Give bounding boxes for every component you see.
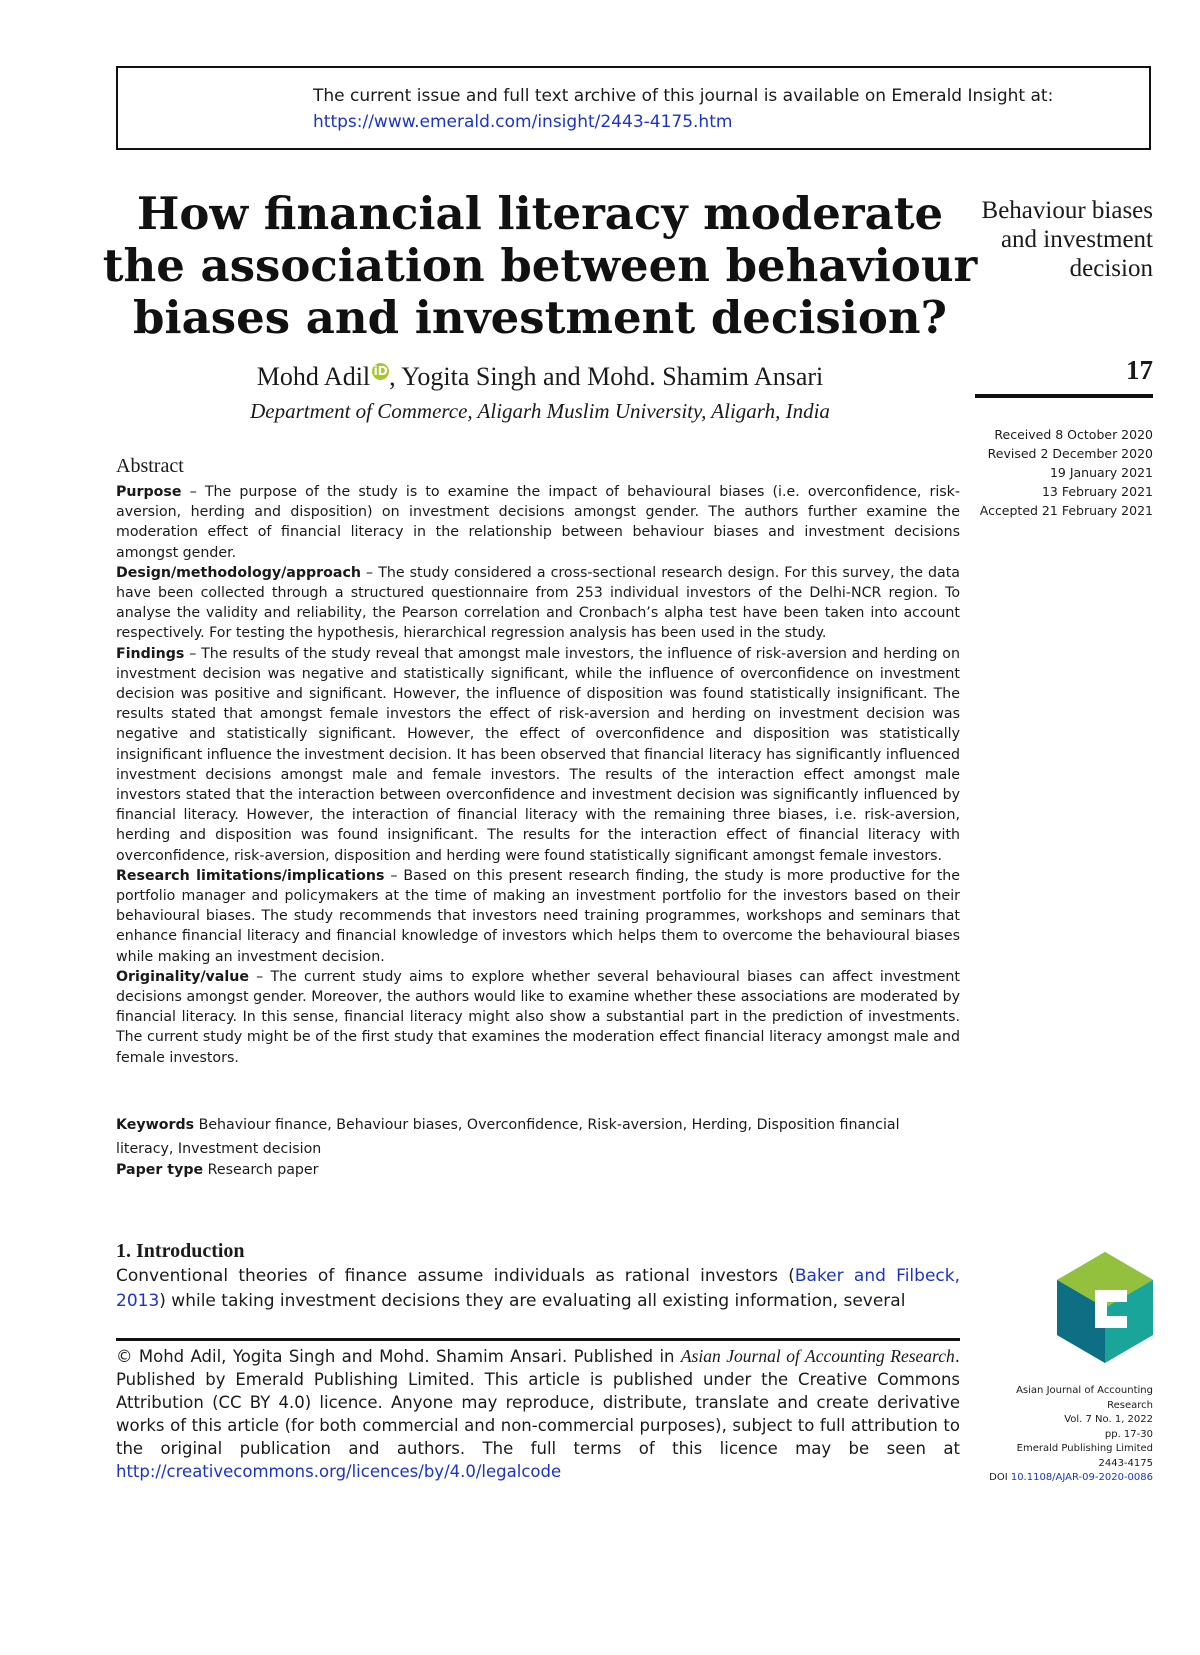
doi-link[interactable]: 10.1108/AJAR-09-2020-0086 [1010, 1472, 1153, 1483]
intro-text-part: Conventional theories of finance assume individuals as rational investors ( [116, 1266, 795, 1286]
dash: – [384, 867, 404, 884]
journal-info [953, 1384, 1153, 1486]
history-line: Received 8 October 2020 [994, 427, 1153, 442]
introduction-text [116, 1264, 960, 1314]
paper-type-label: Paper type [116, 1162, 204, 1178]
abstract-limitations [116, 866, 960, 967]
journal-line: Emerald Publishing Limited [1016, 1443, 1153, 1454]
abstract-heading: Abstract [116, 455, 184, 477]
abstract-originality [116, 967, 960, 1068]
page-number-rule [975, 394, 1153, 398]
dash: – [181, 484, 205, 500]
article-history [933, 425, 1153, 520]
section-text: The current study aims to explore whether several behavioural biases can affect investment decisions amongst gender. Moreover, the authors would like to examine whether these associations are moderated by financial literacy. In this sense, financial literacy might also show a substantial part in the prediction of investments. The current study might be of the first study that examines the moderation effect financial literacy amongst male and female investors. [116, 968, 960, 1066]
footnote-rule [116, 1338, 960, 1341]
history-line: Revised 2 December 2020 [987, 446, 1153, 461]
running-head: Behaviour biases and investment decision [981, 197, 1153, 282]
dash: – [361, 564, 379, 581]
section-text: Based on this present research finding, the study is more productive for the portfolio manager and policymakers at the time of making an investment portfolio for the investors based on their behavioural biases. The study recommends that investors need training programmes, workshops and seminars that enhance financial literacy and financial knowledge of investors which helps them to overcome the behavioural biases while making an investment decision. [116, 867, 960, 965]
section-label: Research limitations/implications [116, 867, 385, 884]
journal-line: Asian Journal of Accounting [1016, 1385, 1153, 1396]
page-number: 17 [1126, 355, 1153, 385]
article-title: How financial literacy moderate the association between behaviour biases and investment decision? [102, 187, 978, 344]
author-line [100, 362, 980, 392]
abstract-purpose [116, 482, 960, 563]
section-label: Originality/value [116, 968, 249, 985]
section-label: Purpose [116, 484, 182, 500]
abstract-findings [116, 644, 960, 866]
section-text: The results of the study reveal that amongst male investors, the influence of risk-aversion and herding on investment decision was negative and statistically significant, while the influence of overconfidence on investment decision was positive and significant. However, the influence of disposition was found statistically insignificant. The results stated that amongst female investors the effect of risk-aversion and herding on investment decision was negative and statistically significant. However, the effect of overconfidence and disposition was statistically insignificant influence the investment decision. It has been observed that financial literacy has significantly influenced investment decisions amongst male and female investors. The results of the interaction effect amongst male investors stated that the interaction between overconfidence and investment decision was significantly influenced by financial literacy. However, the interaction of financial literacy with the remaining three biases, i.e. risk-aversion, herding and disposition was found insignificant. The results for the interaction effect of financial literacy with overconfidence, risk-aversion, disposition and herding were found statistically significant amongst female investors. [116, 645, 960, 864]
journal-line: Research [1107, 1399, 1153, 1411]
dash: – [248, 968, 271, 985]
footnote-text: © Mohd Adil, Yogita Singh and Mohd. Shamim Ansari. Published in [116, 1347, 681, 1366]
journal-name: Asian Journal of Accounting Research [680, 1346, 955, 1366]
journal-line: 2443-4175 [1098, 1457, 1153, 1469]
journal-url-link[interactable]: https://www.emerald.com/insight/2443-4175.htm [313, 112, 733, 132]
author-name: Mohd Adil [256, 362, 371, 391]
keywords [116, 1113, 960, 1161]
section-label: Findings [116, 645, 185, 662]
history-line: Accepted 21 February 2021 [979, 503, 1153, 518]
history-line: 19 January 2021 [1049, 465, 1153, 480]
introduction-heading: 1. Introduction [116, 1240, 245, 1262]
access-note: The current issue and full text archive of this journal is available on Emerald Insight at: [313, 86, 1054, 106]
history-line: 13 February 2021 [1041, 484, 1153, 499]
journal-line: Vol. 7 No. 1, 2022 [1064, 1414, 1153, 1425]
licence-link[interactable]: http://creativecommons.org/licences/by/4.0/legalcode [116, 1462, 562, 1481]
section-label: Design/methodology/approach [116, 564, 361, 581]
citation-link[interactable]: Baker and Filbeck, 2013 [116, 1266, 961, 1311]
abstract [116, 455, 960, 1068]
section-text: The study considered a cross-sectional research design. For this survey, the data have been collected through a structured questionnaire from 253 individual investors of the Delhi-NCR region. To analyse the validity and reliability, the Pearson correlation and Cronbach’s alpha test have been taken into account respectively. For testing the hypothesis, hierarchical regression analysis has been used in the study. [116, 564, 960, 642]
footnote-text: . Published by Emerald Publishing Limited. This article is published under the Creative Commons Attribution (CC BY 4.0) licence. Anyone may reproduce, distribute, translate and create derivative works of this article (for both commercial and non-commercial purposes), subject to full attribution to the original publication and authors. The full terms of this licence may be seen at [116, 1347, 960, 1458]
keywords-label: Keywords [116, 1117, 195, 1133]
affiliation: Department of Commerce, Aligarh Muslim University, Aligarh, India [250, 399, 830, 423]
section-text: The purpose of the study is to examine the impact of behavioural biases (i.e. overconfidence, risk-aversion, herding and disposition) on investment decisions amongst gender. The authors further examine the moderation effect of financial literacy in the relationship between behaviour biases and investment decisions amongst gender. [116, 484, 960, 561]
paper-type [116, 1162, 960, 1178]
journal-access-box [116, 66, 1151, 150]
paper-type-text: Research paper [207, 1162, 319, 1178]
keywords-text: Behaviour finance, Behaviour biases, Overconfidence, Risk-aversion, Herding, Disposition financial literacy, Investment decision [116, 1117, 900, 1157]
intro-text-part: ) while taking investment decisions they are evaluating all existing information, several [159, 1291, 906, 1311]
orcid-icon[interactable]: iD [373, 364, 388, 379]
dash: – [184, 645, 202, 662]
journal-line: pp. 17-30 [1104, 1428, 1153, 1440]
doi-label: DOI [989, 1472, 1011, 1483]
doi-line [953, 1471, 1153, 1486]
copyright-footnote [116, 1345, 960, 1483]
author-names-rest: , Yogita Singh and Mohd. Shamim Ansari [389, 362, 824, 391]
emerald-logo-icon [1055, 1250, 1155, 1365]
abstract-design [116, 563, 960, 644]
